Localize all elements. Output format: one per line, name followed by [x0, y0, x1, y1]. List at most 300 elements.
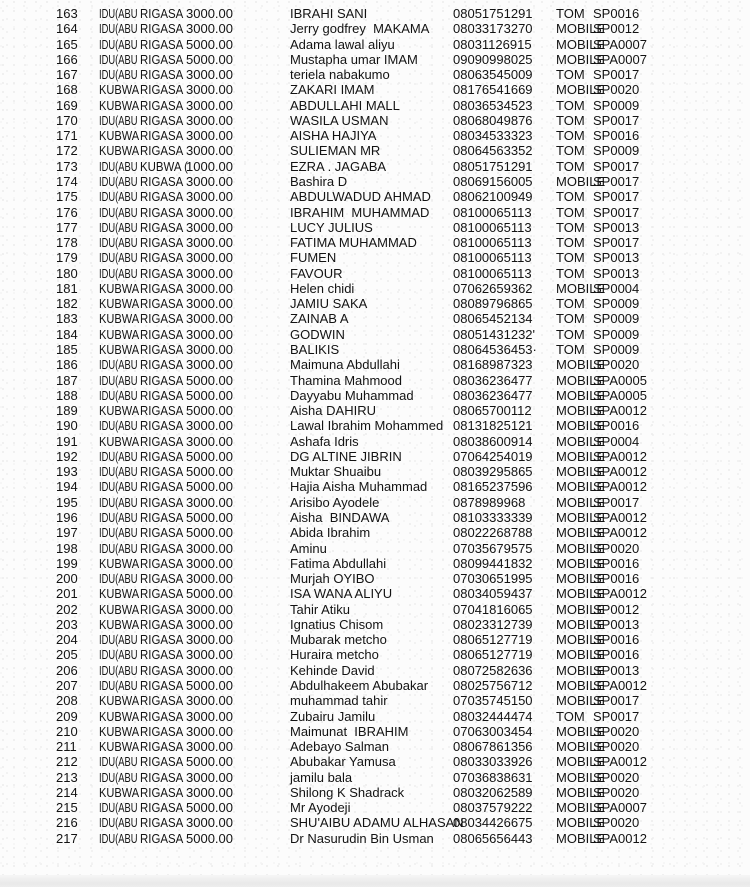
cell-amount: 5000.00 — [186, 754, 233, 770]
cell-name: IBRAHI SANI — [290, 6, 368, 21]
table-row — [0, 663, 750, 678]
cell-location: IDU(ABU — [99, 36, 138, 52]
cell-name: Kehinde David — [290, 662, 375, 678]
cell-name: Adama lawal aliyu — [290, 36, 395, 52]
cell-type: MOBILE — [556, 82, 606, 98]
cell-phone: 08100065113 — [453, 219, 532, 235]
cell-name: FATIMA MUHAMMAD — [290, 235, 417, 251]
cell-phone: 08067861356 — [453, 739, 533, 755]
cell-type: MOBILE — [556, 815, 606, 831]
table-row — [0, 52, 750, 67]
cell-area: RIGASA — [140, 387, 184, 403]
cell-location: KUBWA — [99, 601, 140, 617]
cell-phone: 08051751291 — [453, 6, 533, 21]
cell-name: LUCY JULIUS — [290, 219, 373, 235]
cell-sn: 175 — [56, 189, 78, 205]
cell-sn: 185 — [56, 341, 78, 357]
cell-area: RIGASA — [140, 6, 184, 21]
table-row — [0, 815, 750, 830]
cell-code: SP0013 — [593, 265, 640, 281]
cell-location: KUBWA — [99, 555, 140, 571]
cell-amount: 3000.00 — [186, 571, 233, 587]
cell-type: MOBILE — [556, 739, 606, 755]
cell-sn: 191 — [56, 433, 78, 449]
cell-area: RIGASA — [140, 800, 184, 816]
table-row — [0, 37, 750, 52]
cell-phone: 08022268788 — [453, 525, 533, 541]
cell-sn: 200 — [56, 571, 78, 587]
cell-code: SPA0012 — [593, 586, 647, 602]
cell-location: IDU(ABU — [99, 509, 138, 525]
cell-code: SPA0012 — [593, 754, 647, 770]
cell-sn: 174 — [56, 173, 78, 189]
cell-amount: 5000.00 — [186, 525, 233, 541]
cell-location: IDU(ABU — [99, 769, 138, 785]
cell-type: MOBILE — [556, 357, 606, 373]
cell-location: IDU(ABU — [99, 219, 138, 235]
cell-sn: 178 — [56, 235, 78, 251]
cell-name: ABDULLAHI MALL — [290, 97, 400, 113]
cell-phone: 08099441832 — [453, 555, 533, 571]
cell-code: SP0017 — [593, 708, 640, 724]
table-row — [0, 800, 750, 815]
cell-name: ABDULWADUD AHMAD — [290, 189, 431, 205]
cell-phone: 08034533323 — [453, 128, 533, 144]
cell-type: MOBILE — [556, 21, 606, 37]
cell-sn: 209 — [56, 708, 78, 724]
cell-type: MOBILE — [556, 448, 606, 464]
cell-name: Aisha BINDAWA — [290, 509, 390, 525]
cell-area: RIGASA — [140, 479, 184, 495]
cell-type: MOBILE — [556, 723, 606, 739]
cell-area: RIGASA — [140, 448, 184, 464]
cell-location: IDU(ABU — [99, 571, 138, 587]
cell-type: TOM — [556, 189, 585, 205]
cell-amount: 3000.00 — [186, 632, 233, 648]
cell-sn: 206 — [56, 662, 78, 678]
cell-amount: 3000.00 — [186, 143, 233, 159]
table-row — [0, 21, 750, 36]
cell-code: SP0017 — [593, 158, 640, 174]
cell-sn: 194 — [56, 479, 78, 495]
cell-type: MOBILE — [556, 403, 606, 419]
cell-type: MOBILE — [556, 769, 606, 785]
cell-sn: 205 — [56, 647, 78, 663]
cell-sn: 215 — [56, 800, 78, 816]
cell-location: IDU(ABU — [99, 418, 138, 434]
cell-sn: 182 — [56, 296, 78, 312]
cell-amount: 3000.00 — [186, 662, 233, 678]
cell-code: SP0012 — [593, 601, 640, 617]
cell-code: SPA0012 — [593, 479, 647, 495]
cell-phone: 08065127719 — [453, 647, 533, 663]
cell-code: SPA0007 — [593, 800, 647, 816]
cell-name: ZAKARI IMAM — [290, 82, 375, 98]
cell-type: TOM — [556, 67, 585, 83]
cell-location: IDU(ABU — [99, 448, 138, 464]
cell-area: RIGASA — [140, 739, 184, 755]
page-bottom-scan-band — [0, 875, 750, 887]
cell-phone: 08168987323 — [453, 357, 533, 373]
cell-location: KUBWA — [99, 128, 140, 144]
cell-phone: 08033033926 — [453, 754, 533, 770]
table-row — [0, 831, 750, 846]
cell-phone: 08034059437 — [453, 586, 533, 602]
cell-type: TOM — [556, 265, 585, 281]
table-row — [0, 250, 750, 265]
cell-sn: 214 — [56, 784, 78, 800]
cell-location: IDU(ABU — [99, 235, 138, 251]
cell-sn: 187 — [56, 372, 78, 388]
cell-location: KUBWA — [99, 708, 140, 724]
cell-phone: 08065127719 — [453, 632, 533, 648]
cell-area: RIGASA — [140, 571, 184, 587]
cell-code: SP0017 — [593, 235, 640, 251]
cell-code: SP0020 — [593, 723, 640, 739]
cell-amount: 3000.00 — [186, 6, 233, 21]
table-row — [0, 464, 750, 479]
cell-type: TOM — [556, 296, 585, 312]
cell-name: Aisha DAHIRU — [290, 403, 376, 419]
cell-sn: 190 — [56, 418, 78, 434]
cell-sn: 213 — [56, 769, 78, 785]
table-row — [0, 785, 750, 800]
cell-code: SP0004 — [593, 280, 640, 296]
cell-sn: 217 — [56, 830, 78, 846]
cell-area: RIGASA — [140, 235, 184, 251]
cell-location: IDU(ABU — [99, 525, 138, 541]
cell-amount: 5000.00 — [186, 586, 233, 602]
cell-code: SPA0012 — [593, 403, 647, 419]
cell-code: SP0009 — [593, 97, 640, 113]
cell-name: Tahir Atiku — [290, 601, 350, 617]
table-row — [0, 586, 750, 601]
cell-sn: 163 — [56, 6, 78, 21]
cell-location: IDU(ABU — [99, 189, 138, 205]
table-row — [0, 281, 750, 296]
cell-type: MOBILE — [556, 632, 606, 648]
table-row — [0, 449, 750, 464]
cell-location: IDU(ABU — [99, 494, 138, 510]
table-row — [0, 434, 750, 449]
cell-name: WASILA USMAN — [290, 112, 389, 128]
cell-amount: 3000.00 — [186, 67, 233, 83]
cell-type: MOBILE — [556, 509, 606, 525]
cell-amount: 3000.00 — [186, 112, 233, 128]
cell-phone: 08023312739 — [453, 616, 533, 632]
cell-code: SP0017 — [593, 112, 640, 128]
cell-amount: 3000.00 — [186, 235, 233, 251]
cell-phone: 08036236477 — [453, 372, 533, 388]
cell-location: KUBWA — [99, 403, 140, 419]
cell-area: RIGASA — [140, 693, 184, 709]
cell-area: RIGASA — [140, 464, 184, 480]
cell-amount: 3000.00 — [186, 21, 233, 37]
cell-location: IDU(ABU — [99, 815, 138, 831]
cell-location: IDU(ABU — [99, 6, 138, 21]
table-row — [0, 617, 750, 632]
table-row — [0, 770, 750, 785]
cell-phone: 08176541669 — [453, 82, 533, 98]
cell-area: RIGASA — [140, 418, 184, 434]
table-row — [0, 479, 750, 494]
cell-type: MOBILE — [556, 280, 606, 296]
cell-amount: 3000.00 — [186, 433, 233, 449]
cell-type: MOBILE — [556, 693, 606, 709]
cell-type: MOBILE — [556, 586, 606, 602]
cell-area: RIGASA — [140, 219, 184, 235]
cell-code: SP0016 — [593, 128, 640, 144]
cell-phone: 08033173270 — [453, 21, 533, 37]
cell-location: KUBWA — [99, 311, 140, 327]
cell-amount: 1000.00 — [186, 158, 233, 174]
cell-type: MOBILE — [556, 800, 606, 816]
cell-amount: 3000.00 — [186, 769, 233, 785]
cell-location: KUBWA — [99, 143, 140, 159]
cell-area: RIGASA — [140, 677, 184, 693]
cell-area: RIGASA — [140, 341, 184, 357]
table-row — [0, 159, 750, 174]
cell-phone: 08100065113 — [453, 265, 532, 281]
cell-amount: 3000.00 — [186, 82, 233, 98]
cell-amount: 3000.00 — [186, 311, 233, 327]
cell-sn: 196 — [56, 509, 78, 525]
cell-code: SP0009 — [593, 143, 640, 159]
cell-phone: 08100065113 — [453, 235, 532, 251]
cell-name: Dayyabu Muhammad — [290, 387, 414, 403]
cell-code: SPA0007 — [593, 36, 647, 52]
cell-sn: 183 — [56, 311, 78, 327]
cell-area: RIGASA — [140, 769, 184, 785]
cell-type: MOBILE — [556, 433, 606, 449]
cell-area: RIGASA — [140, 632, 184, 648]
cell-name: Abdulhakeem Abubakar — [290, 677, 429, 693]
cell-sn: 180 — [56, 265, 78, 281]
cell-amount: 3000.00 — [186, 494, 233, 510]
cell-sn: 170 — [56, 112, 78, 128]
cell-sn: 192 — [56, 448, 78, 464]
cell-code: SP0020 — [593, 82, 640, 98]
cell-name: Mr Ayodeji — [290, 800, 351, 816]
cell-sn: 186 — [56, 357, 78, 373]
cell-sn: 204 — [56, 632, 78, 648]
cell-amount: 5000.00 — [186, 387, 233, 403]
cell-sn: 211 — [56, 739, 77, 755]
table-row — [0, 189, 750, 204]
cell-name: Ignatius Chisom — [290, 616, 384, 632]
cell-phone: 08165237596 — [453, 479, 533, 495]
cell-area: RIGASA — [140, 784, 184, 800]
cell-phone: 08036534523 — [453, 97, 533, 113]
cell-code: SP0012 — [593, 21, 640, 37]
cell-location: KUBWA — [99, 739, 140, 755]
cell-amount: 3000.00 — [186, 616, 233, 632]
cell-code: SP0013 — [593, 250, 640, 266]
cell-code: SP0020 — [593, 540, 640, 556]
cell-code: SP0004 — [593, 433, 640, 449]
table-row — [0, 388, 750, 403]
cell-code: SP0009 — [593, 311, 640, 327]
cell-code: SP0017 — [593, 67, 640, 83]
cell-name: Abubakar Yamusa — [290, 754, 396, 770]
cell-type: TOM — [556, 326, 585, 342]
cell-sn: 193 — [56, 464, 78, 480]
cell-phone: 08034426675 — [453, 815, 533, 831]
cell-amount: 3000.00 — [186, 418, 233, 434]
cell-sn: 201 — [56, 586, 78, 602]
table-row — [0, 327, 750, 342]
cell-amount: 3000.00 — [186, 189, 233, 205]
cell-type: MOBILE — [556, 387, 606, 403]
cell-phone: 08069156005 — [453, 173, 533, 189]
cell-area: RIGASA — [140, 189, 184, 205]
cell-amount: 3000.00 — [186, 265, 233, 281]
table-row — [0, 693, 750, 708]
cell-name: SHU'AIBU ADAMU ALHASAN — [290, 815, 464, 831]
cell-location: IDU(ABU — [99, 677, 138, 693]
table-row — [0, 128, 750, 143]
table-row — [0, 205, 750, 220]
cell-phone: 08064563352 — [453, 143, 533, 159]
table-row — [0, 266, 750, 281]
cell-location: KUBWA — [99, 784, 140, 800]
cell-type: MOBILE — [556, 784, 606, 800]
cell-code: SP0020 — [593, 357, 640, 373]
table-row — [0, 143, 750, 158]
cell-phone: 08036236477 — [453, 387, 533, 403]
cell-sn: 195 — [56, 494, 78, 510]
cell-location: IDU(ABU — [99, 173, 138, 189]
table-row — [0, 525, 750, 540]
cell-name: Lawal Ibrahim Mohammed — [290, 418, 444, 434]
cell-sn: 210 — [56, 723, 78, 739]
cell-phone: 07036838631 — [453, 769, 533, 785]
cell-location: IDU(ABU — [99, 632, 138, 648]
cell-name: Muktar Shuaibu — [290, 464, 382, 480]
cell-area: RIGASA — [140, 67, 184, 83]
cell-phone: 08051431232' — [453, 326, 536, 342]
cell-area: RIGASA — [140, 708, 184, 724]
cell-location: KUBWA — [99, 296, 140, 312]
table-row — [0, 113, 750, 128]
cell-phone: 07035745150 — [453, 693, 533, 709]
cell-amount: 5000.00 — [186, 509, 233, 525]
cell-amount: 5000.00 — [186, 830, 233, 846]
cell-phone: 08064536453· — [453, 341, 537, 357]
cell-type: MOBILE — [556, 662, 606, 678]
cell-location: IDU(ABU — [99, 754, 138, 770]
cell-sn: 168 — [56, 82, 78, 98]
cell-phone: 08103333339 — [453, 509, 533, 525]
cell-area: RIGASA — [140, 540, 184, 556]
cell-type: TOM — [556, 219, 585, 235]
table-row — [0, 556, 750, 571]
cell-area: RIGASA — [140, 143, 184, 159]
cell-location: IDU(ABU — [99, 464, 138, 480]
cell-area: RIGASA — [140, 723, 184, 739]
cell-code: SP0017 — [593, 693, 640, 709]
cell-sn: 165 — [56, 36, 78, 52]
cell-name: Adebayo Salman — [290, 739, 390, 755]
cell-sn: 177 — [56, 219, 78, 235]
cell-amount: 5000.00 — [186, 51, 233, 67]
cell-area: RIGASA — [140, 311, 184, 327]
cell-name: Abida Ibrahim — [290, 525, 371, 541]
cell-type: TOM — [556, 158, 585, 174]
cell-phone: 08065656443 — [453, 830, 533, 846]
cell-location: IDU(ABU — [99, 250, 138, 266]
cell-name: Mubarak metcho — [290, 632, 387, 648]
cell-phone: 07030651995 — [453, 571, 533, 587]
cell-name: JAMIU SAKA — [290, 296, 368, 312]
cell-name: Thamina Mahmood — [290, 372, 402, 388]
cell-amount: 3000.00 — [186, 250, 233, 266]
cell-amount: 5000.00 — [186, 448, 233, 464]
cell-type: TOM — [556, 235, 585, 251]
cell-code: SP0020 — [593, 784, 640, 800]
cell-location: IDU(ABU — [99, 387, 138, 403]
cell-phone: 08100065113 — [453, 204, 532, 220]
cell-location: IDU(ABU — [99, 540, 138, 556]
cell-amount: 3000.00 — [186, 647, 233, 663]
cell-amount: 5000.00 — [186, 372, 233, 388]
cell-type: MOBILE — [556, 173, 606, 189]
cell-type: MOBILE — [556, 464, 606, 480]
cell-amount: 5000.00 — [186, 677, 233, 693]
cell-location: IDU(ABU — [99, 830, 138, 846]
cell-type: TOM — [556, 6, 585, 21]
cell-phone: 08051751291 — [453, 158, 533, 174]
cell-sn: 189 — [56, 403, 78, 419]
cell-location: IDU(ABU — [99, 67, 138, 83]
cell-code: SP0017 — [593, 494, 640, 510]
cell-name: Hajia Aisha Muhammad — [290, 479, 428, 495]
table-row — [0, 510, 750, 525]
cell-area: RIGASA — [140, 647, 184, 663]
cell-code: SPA0012 — [593, 525, 647, 541]
cell-code: SP0017 — [593, 173, 640, 189]
cell-sn: 173 — [56, 158, 78, 174]
cell-phone: 08025756712 — [453, 677, 533, 693]
cell-name: AISHA HAJIYA — [290, 128, 377, 144]
cell-type: MOBILE — [556, 571, 606, 587]
cell-amount: 5000.00 — [186, 36, 233, 52]
cell-type: TOM — [556, 97, 585, 113]
cell-name: Dr Nasurudin Bin Usman — [290, 830, 434, 846]
cell-type: TOM — [556, 128, 585, 144]
cell-phone: 08063545009 — [453, 67, 533, 83]
cell-location: KUBWA — [99, 693, 140, 709]
table-row — [0, 632, 750, 647]
table-row — [0, 67, 750, 82]
cell-phone: 07035679575 — [453, 540, 533, 556]
cell-type: TOM — [556, 250, 585, 266]
table-row — [0, 311, 750, 326]
cell-area: RIGASA — [140, 372, 184, 388]
cell-sn: 167 — [56, 67, 78, 83]
cell-location: KUBWA — [99, 280, 140, 296]
cell-name: Helen chidi — [290, 280, 355, 296]
table-row — [0, 754, 750, 769]
cell-type: MOBILE — [556, 830, 606, 846]
cell-area: RIGASA — [140, 280, 184, 296]
cell-area: RIGASA — [140, 296, 184, 312]
cell-area: RIGASA — [140, 616, 184, 632]
table-row — [0, 724, 750, 739]
cell-phone: 08131825121 — [453, 418, 533, 434]
cell-type: MOBILE — [556, 754, 606, 770]
cell-code: SP0017 — [593, 204, 640, 220]
